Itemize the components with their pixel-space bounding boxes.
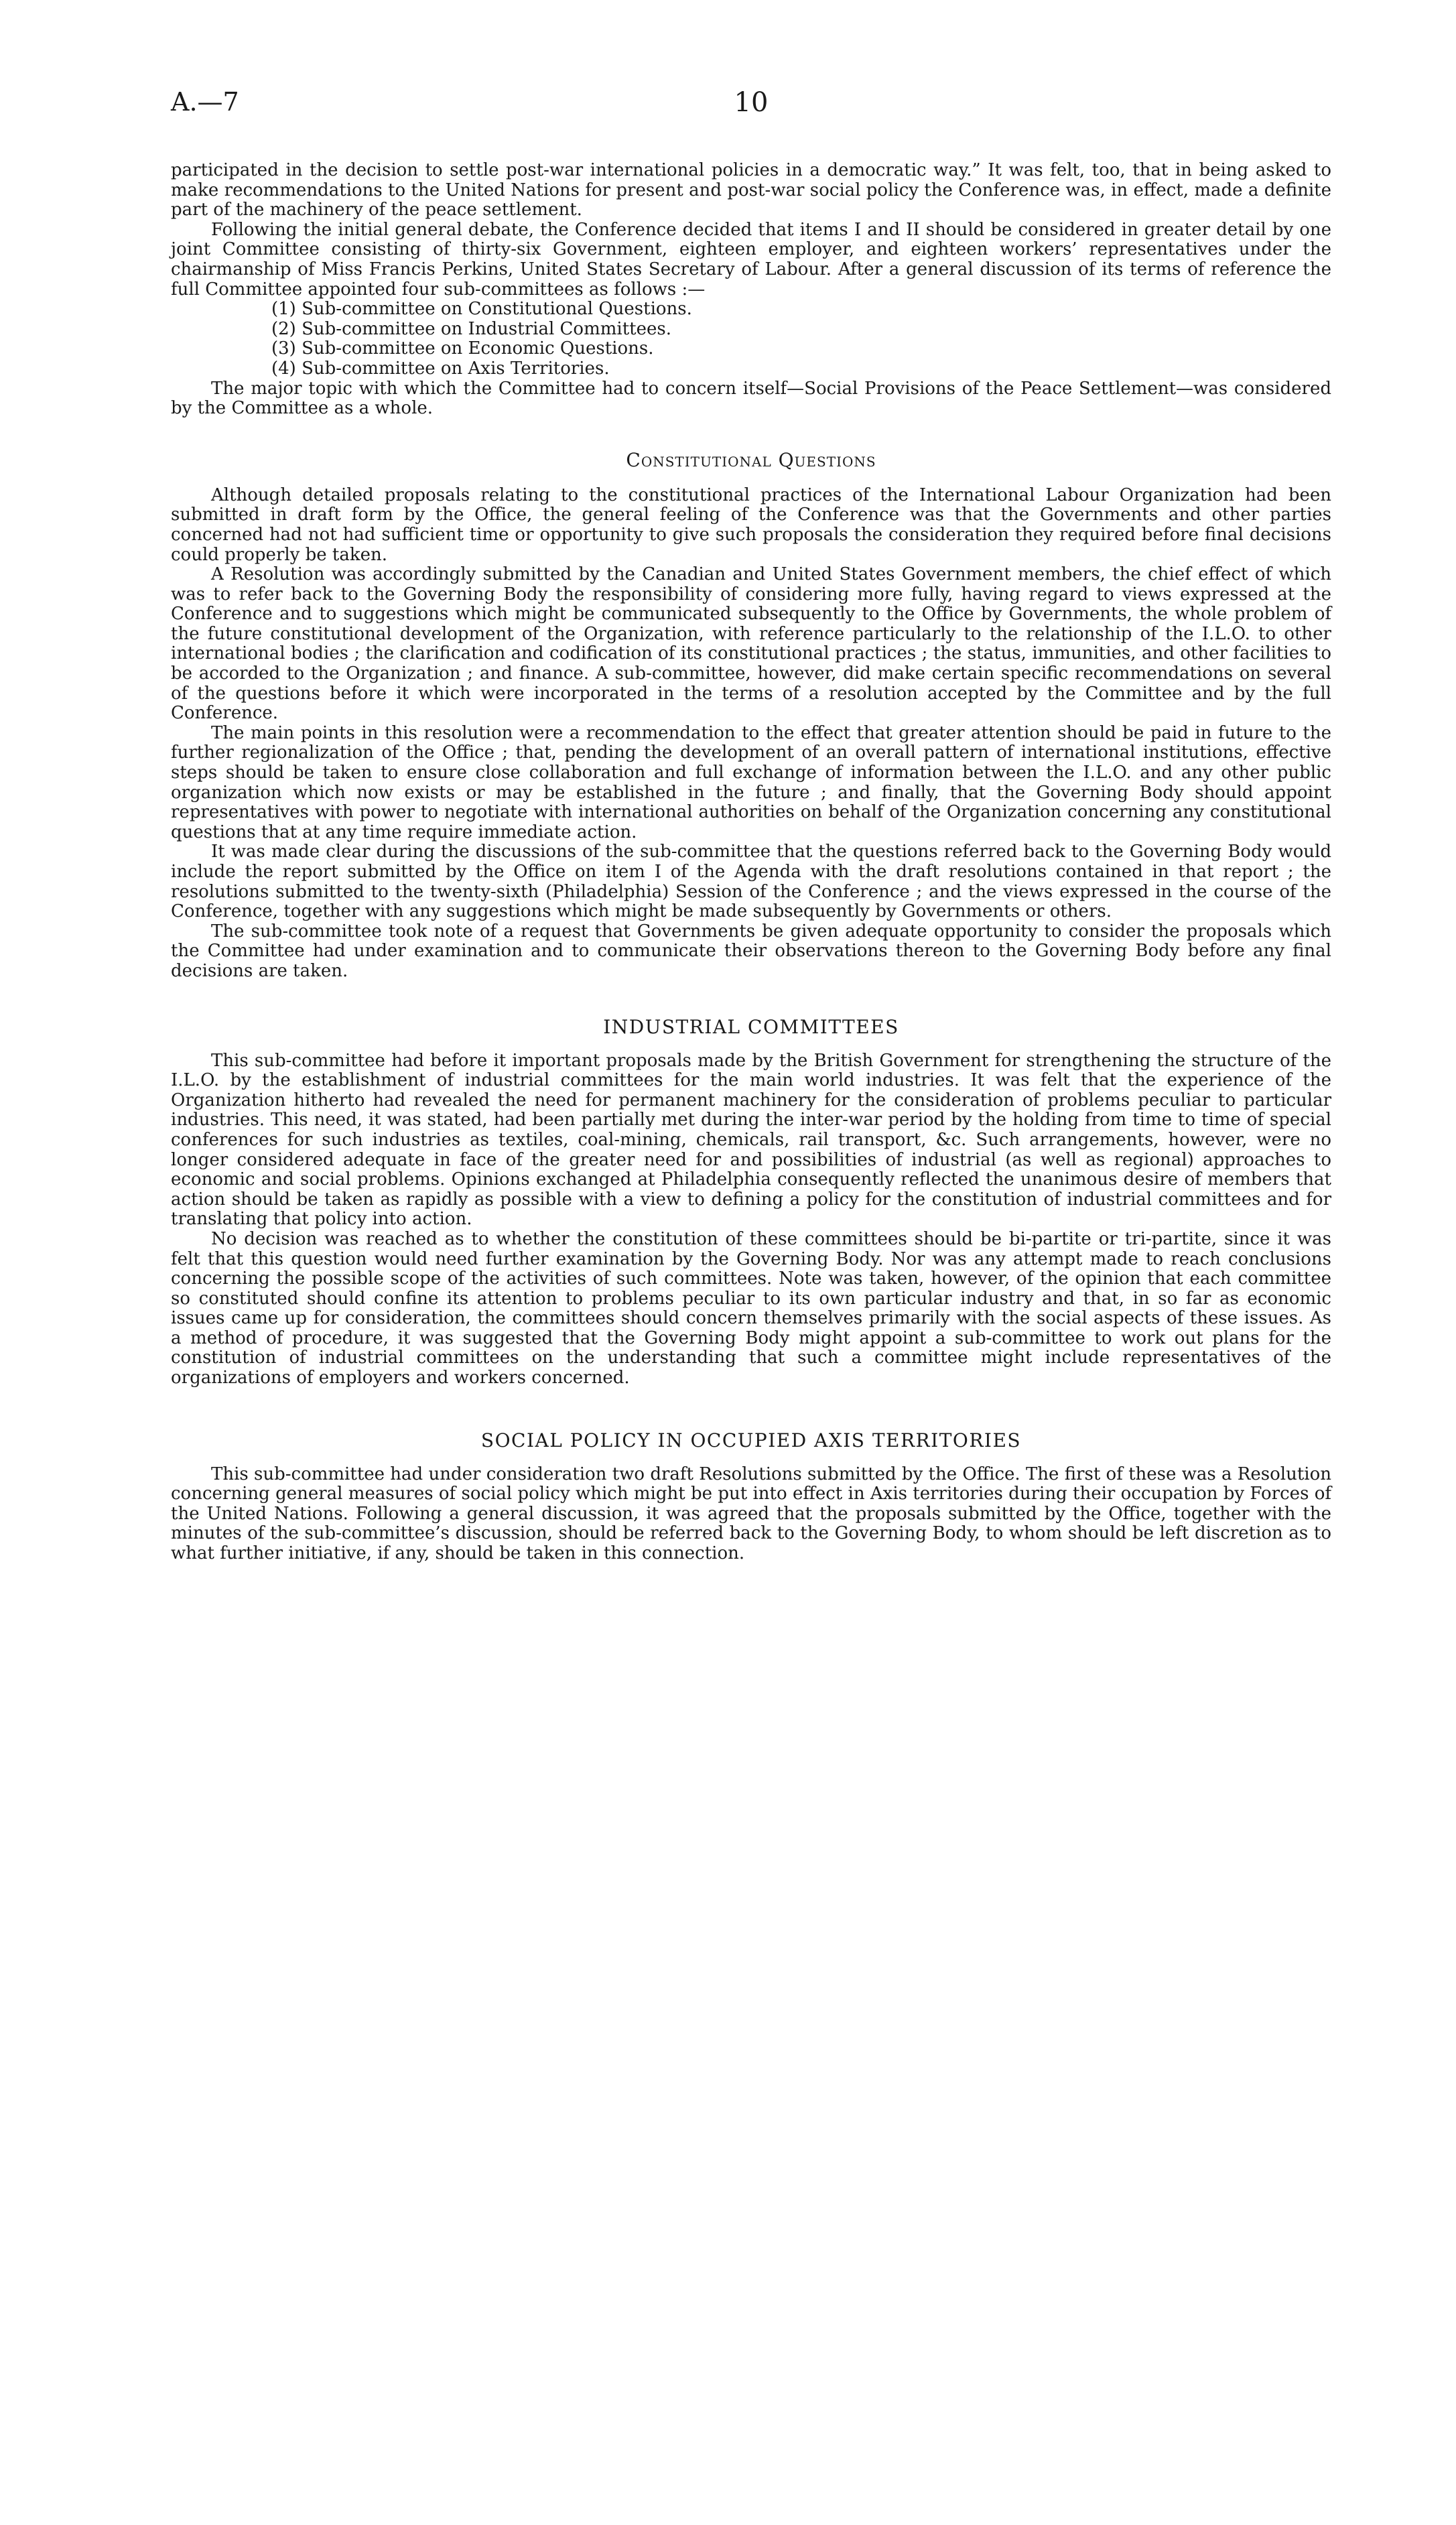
- constitutional-heading: Constitutional Questions: [626, 448, 876, 471]
- axis-heading: SOCIAL POLICY IN OCCUPIED AXIS TERRITORIES: [480, 1429, 1022, 1451]
- subcommittee-item: (4) Sub-committee on Axis Territories.: [271, 358, 610, 379]
- industrial-section: [171, 1015, 1331, 1388]
- constitutional-paragraph-4: It was made clear during the discussions of the sub-committee that the questions referred back to the Governing Body would include the report submitted by the Office on item I of the Agenda with the draft resolutions contained in that report ; the resolutions submitted to the twenty-sixth (Philadelphia) Session of the Conference ; and the views expressed in the course of the Conference, together with any suggestions which might be made subsequently by Governments or others.: [171, 842, 1331, 922]
- intro-paragraph-3: The major topic with which the Committee had to concern itself—Social Provisions of the Peace Settlement—was considered by the Committee as a whole.: [171, 378, 1331, 419]
- intro-paragraph-1: participated in the decision to settle post-war international policies in a democratic way.” It was felt, too, that in being asked to make recommendations to the United Nations for present and post-war social policy the Conference was, in effect, made a definite part of the machinery of the peace settlement.: [171, 160, 1331, 220]
- constitutional-paragraph-1: Although detailed proposals relating to the constitutional practices of the International Labour Organization had been submitted in draft form by the Office, the general feeling of the Conference was that the Governments and other parties concerned had not had sufficient time or opportunity to give such proposals the consideration they required before final decisions could properly be taken.: [171, 484, 1331, 565]
- constitutional-paragraph-2: A Resolution was accordingly submitted by the Canadian and United States Government members, the chief effect of which was to refer back to the Governing Body the responsibility of considering more fully, having regard to views expressed at the Conference and to suggestions which might be communicated subsequently to the Office by Governments, the whole problem of the future constitutional development of the Organization, with reference particularly to the relationship of the I.L.O. to other international bodies ; the clarification and codification of its constitutional practices ; the status, immunities, and other facilities to be accorded to the Organization ; and finance. A sub-committee, however, did make certain specific recommendations on several of the questions before it which were incorporated in the terms of a resolution accepted by the Committee and by the full Conference.: [171, 564, 1331, 724]
- industrial-heading: INDUSTRIAL COMMITTEES: [603, 1015, 899, 1038]
- document-page: [171, 87, 1331, 1564]
- document-reference: A.—7: [171, 87, 239, 117]
- subcommittee-item: (3) Sub-committee on Economic Questions.: [271, 338, 654, 359]
- axis-section: [171, 1429, 1331, 1564]
- industrial-paragraph-1: This sub-committee had before it important proposals made by the British Government for strengthening the structure of the I.L.O. by the establishment of industrial committees for the main world industries. It was felt that the experience of the Organization hitherto had revealed the need for permanent machinery for the consideration of problems peculiar to particular industries. This need, it was stated, had been partially met during the inter-war period by the holding from time to time of special conferences for such industries as textiles, coal-mining, chemicals, rail transport, &c. Such arrangements, however, were no longer considered adequate in face of the greater need for and possibilities of industrial (as well as regional) approaches to economic and social problems. Opinions exchanged at Philadelphia consequently reflected the unanimous desire of members that action should be taken as rapidly as possible with a view to defining a policy for the constitution of industrial committees and for translating that policy into action.: [171, 1050, 1331, 1230]
- subcommittee-item: (1) Sub-committee on Constitutional Questions.: [271, 299, 692, 320]
- intro-paragraph-2: Following the initial general debate, the Conference decided that items I and II should be considered in greater detail by one joint Committee consisting of thirty-six Government, eighteen employer, and eighteen workers’ representatives under the chairmanship of Miss Francis Perkins, United States Secretary of Labour. After a general discussion of its terms of reference the full Committee appointed four sub-committees as follows :—: [171, 219, 1331, 300]
- constitutional-paragraph-5: The sub-committee took note of a request that Governments be given adequate opportunity to consider the proposals which the Committee had under examination and to communicate their observations thereon to the Governing Body before any final decisions are taken.: [171, 921, 1331, 981]
- axis-paragraph-1: This sub-committee had under consideration two draft Resolutions submitted by the Office. The first of these was a Resolution concerning general measures of social policy which might be put into effect in Axis territories during their occupation by Forces of the United Nations. Following a general discussion, it was agreed that the proposals submitted by the Office, together with the minutes of the sub-committee’s discussion, should be referred back to the Governing Body, to whom should be left discretion as to what further initiative, if any, should be taken in this connection.: [171, 1464, 1331, 1564]
- industrial-paragraph-2: No decision was reached as to whether the constitution of these committees should be bi-partite or tri-partite, since it was felt that this question would need further examination by the Governing Body. Nor was any attempt made to reach conclusions concerning the possible scope of the activities of such committees. Note was taken, however, of the opinion that each committee so constituted should confine its attention to problems peculiar to its own particular industry and that, in so far as economic issues came up for consideration, the committees should concern themselves primarily with the social aspects of these issues. As a method of procedure, it was suggested that the Governing Body might appoint a sub-committee to work out plans for the constitution of industrial committees on the understanding that such a committee might include representatives of the organizations of employers and workers concerned.: [171, 1228, 1331, 1388]
- subcommittee-item: (2) Sub-committee on Industrial Committees.: [271, 318, 671, 339]
- page-header: [171, 87, 1331, 134]
- constitutional-section: [171, 448, 1331, 982]
- constitutional-paragraph-3: The main points in this resolution were a recommendation to the effect that greater attention should be paid in future to the further regionalization of the Office ; that, pending the development of an overall pattern of international institutions, effective steps should be taken to ensure close collaboration and full exchange of information between the I.L.O. and any other public organization which now exists or may be established in the future ; and finally, that the Governing Body should appoint representatives with power to negotiate with international authorities on behalf of the Organization concerning any constitutional questions that at any time require immediate action.: [171, 722, 1331, 842]
- page-number: 10: [734, 87, 769, 118]
- subcommittee-list: [171, 300, 1331, 379]
- intro-section: [171, 161, 1331, 419]
